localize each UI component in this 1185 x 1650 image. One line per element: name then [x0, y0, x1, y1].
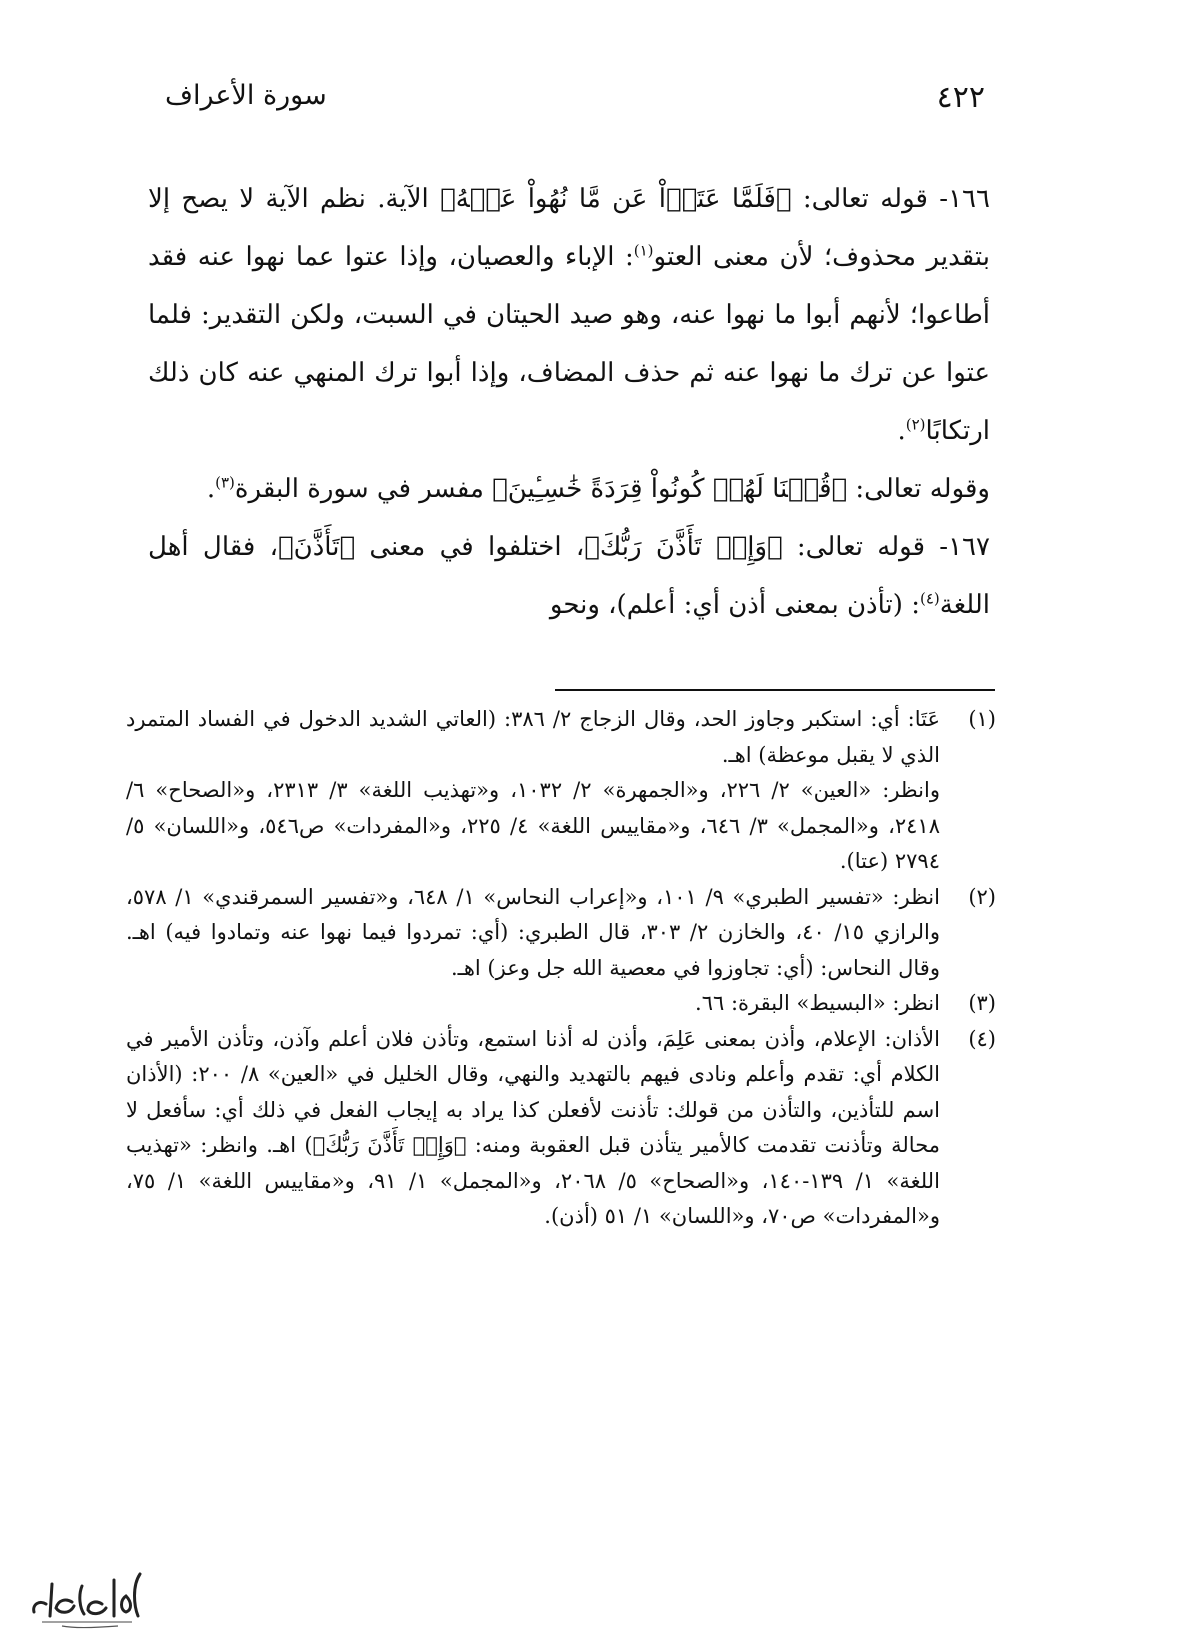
footnote-paragraph: انظر: «تفسير الطبري» ٩/ ١٠١، و«إعراب النحاس» ١/ ٦٤٨، و«تفسير السمرقندي» ١/ ٥٧٨، والرازي ١٥/ ٤٠، والخازن ٢/ ٣٠٣، قال الطبري: (أي: تمردوا فيما نهوا عنه وتمادوا فيه) اهـ. وقال النحاس: (أي: تجاوزوا في معصية الله جل وعز) اهـ.: [126, 884, 940, 980]
footnote-body: [126, 986, 940, 1022]
main-text: [148, 170, 990, 634]
verse-167-rest: : (تأذن بمعنى أذن أي: أعلم)، ونحو: [549, 590, 920, 620]
page-header: [165, 80, 985, 124]
footnotes: [126, 702, 996, 1235]
footnote-separator: [555, 689, 995, 691]
footnote-paragraph: الأذان: الإعلام، وأذن بمعنى عَلِمَ، وأذن له أذنا استمع، وتأذن فلان أعلم وآذن، وتأذن الأمير في الكلام أي: تقدم وأعلم ونادى فيهم بالتهديد والنهي، وقال الخليل في «العين» ٨/ ٢٠٠: (الأذان اسم للتأذين، والتأذن من قولك: تأذنت لأفعلن كذا يراد به إيجاب الفعل في ذلك أي: سأفعل لا محالة وتأذنت تقدمت كالأمير يتأذن قبل العقوبة ومنه: ﴿وَإِذۡ تَأَذَّنَ رَبُّكَ﴾) اهـ. وانظر: «تهذيب اللغة» ١/ ١٣٩-١٤٠، و«الصحاح» ٥/ ٢٠٦٨، و«المجمل» ١/ ٩١، و«مقاييس اللغة» ١/ ٧٥، و«المفردات» ص٧٠، و«اللسان» ١/ ٥١ (أذن).: [126, 1026, 940, 1228]
footnote: [126, 986, 996, 1022]
qirada-end: .: [206, 474, 216, 504]
footnote-ref-3[interactable]: (٣): [215, 473, 235, 492]
running-title: سورة الأعراف: [165, 80, 327, 111]
verse-167-intro: ١٦٧- قوله تعالى: ﴿وَإِذۡ تَأَذَّنَ رَبُّكَ﴾، اختلفوا في معنى ﴿تَأَذَّنَ﴾، فقال أهل اللغة: [148, 532, 990, 620]
footnote-body: [126, 880, 940, 987]
footnote-body: [126, 702, 940, 880]
verse-166-end: .: [897, 416, 906, 446]
publisher-logo-icon: [22, 1566, 152, 1632]
footnote-paragraph: عَتَا: أي: استكبر وجاوز الحد، وقال الزجاج ٢/ ٣٨٦: (العاتي الشديد الدخول في الفساد المتمرد الذي لا يقبل موعظة) اهـ.: [126, 707, 940, 767]
footnote-paragraph: وانظر: «العين» ٢/ ٢٢٦، و«الجمهرة» ٢/ ١٠٣٢، و«تهذيب اللغة» ٣/ ٢٣١٣، و«الصحاح» ٦/ ٢٤١٨، و«المجمل» ٣/ ٦٤٦، و«مقاييس اللغة» ٤/ ٢٢٥، و«المفردات» ص٥٤٦، و«اللسان» ٥/ ٢٧٩٤ (عتا).: [126, 778, 940, 873]
footnote-body: [126, 1022, 940, 1235]
footnote-paragraph: انظر: «البسيط» البقرة: ٦٦.: [695, 991, 940, 1015]
footnote-number: (٤): [968, 1026, 996, 1051]
footnote: [126, 880, 996, 987]
verse-167-paragraph: [148, 518, 990, 634]
qirada-text: وقوله تعالى: ﴿قُلۡنَا لَهُمۡ كُونُواْ قِرَدَةً خَٰسِـِٔينَ﴾ مفسر في سورة البقرة: [234, 474, 990, 504]
verse-166-rest: : الإباء والعصيان، وإذا عتوا عما نهوا عنه فقد أطاعوا؛ لأنهم أبوا ما نهوا عنه، وهو صيد الحيتان في السبت، ولكن التقدير: فلما عتوا عن ترك ما نهوا عنه ثم حذف المضاف، وإذا أبوا ترك المنهي عنه كان ذلك ارتكابًا: [148, 242, 990, 446]
footnote-number: (٢): [968, 884, 996, 909]
footnote: [126, 702, 996, 880]
footnote-number: (٣): [968, 991, 996, 1015]
page-number: ٤٢٢: [936, 80, 985, 115]
footnote-number: (١): [968, 707, 996, 731]
footnote-ref-1[interactable]: (١): [633, 241, 654, 260]
footnote-ref-4[interactable]: (٤): [919, 589, 940, 608]
verse-166-paragraph: [148, 170, 990, 460]
verse-166-intro: ١٦٦- قوله تعالى: ﴿فَلَمَّا عَتَوۡاْ عَن مَّا نُهُواْ عَنۡهُ﴾ الآية. نظم الآية لا يصح إلا بتقدير محذوف؛ لأن معنى العتو: [148, 184, 990, 272]
footnote: [126, 1022, 996, 1235]
qirada-paragraph: [148, 460, 990, 518]
footnote-ref-2[interactable]: (٢): [905, 415, 926, 434]
